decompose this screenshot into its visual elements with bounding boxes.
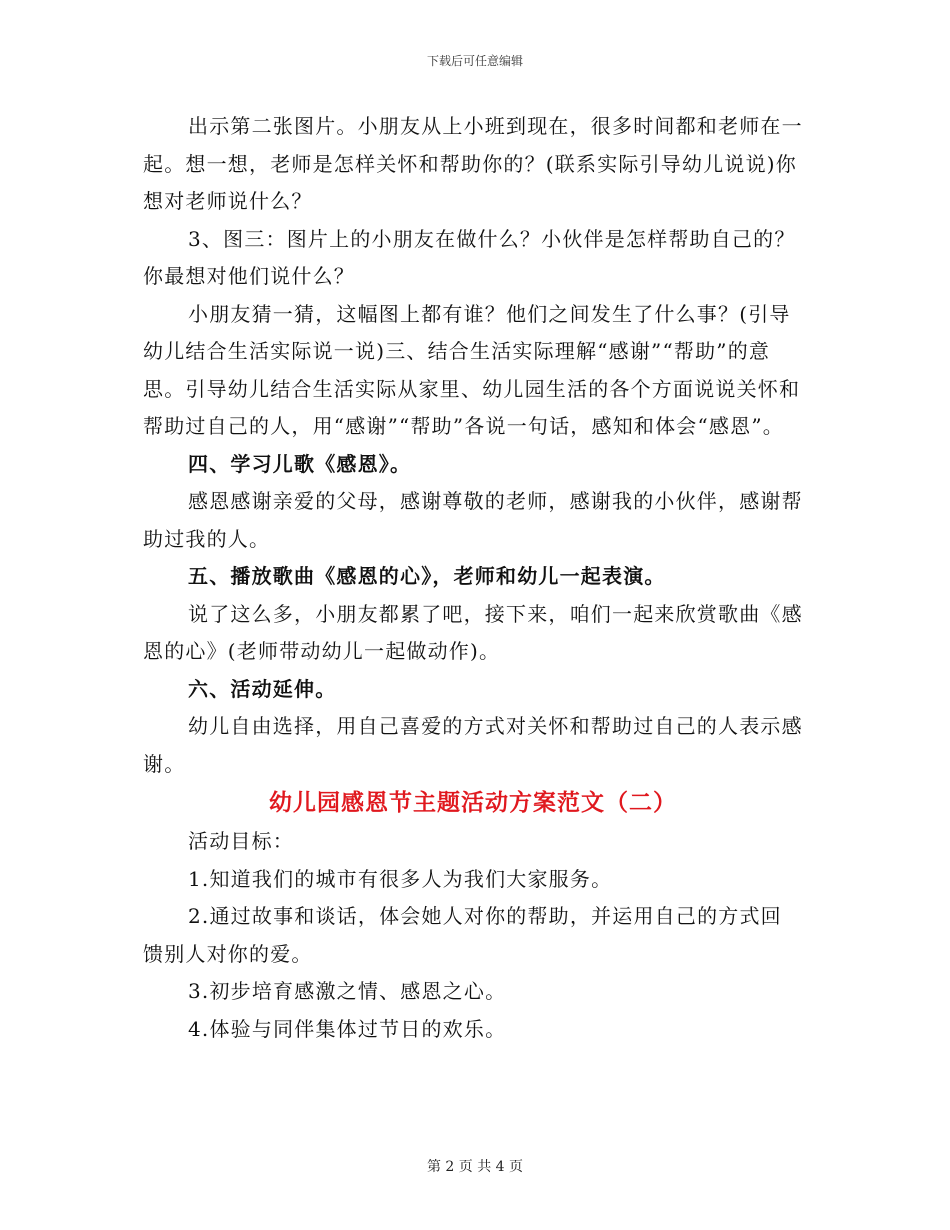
goals-heading: 活动目标： [188,829,294,853]
paragraph-enjoy-song: 说了这么多，小朋友都累了吧，接下来，咱们一起来欣赏歌曲《感恩的心》(老师带动幼儿一起做动作)。 [143,601,803,663]
paragraph-picture-three: 3、图三：图片上的小朋友在做什么？小伙伴是怎样帮助自己的？你最想对他们说什么？ [143,226,796,288]
page-header: 下载后可任意编辑 [426,54,523,68]
goal-item: 1.知道我们的城市有很多人为我们大家服务。 [188,866,613,891]
goal-item: 2.通过故事和谈话，体会她人对你的帮助，并运用自己的方式回馈别人对你的爱。 [143,904,782,966]
heading-learn-song: 四、学习儿歌《感恩》。 [188,451,412,476]
section-title: 幼儿园感恩节主题活动方案范文（二） [269,790,677,816]
heading-extension: 六、活动延伸。 [188,676,337,701]
paragraph-guess: 小朋友猜一猜，这幅图上都有谁？他们之间发生了什么事？(引导幼儿结合生活实际说一说)三、结合生活实际理解“感谢”“帮助”的意思。引导幼儿结合生活实际从家里、幼儿园生活的各个方面说说关怀和帮助过自己的人，用“感谢”“帮助”各说一句话，感知和体会“感恩”。 [143,301,801,438]
goal-item: 4.体验与同伴集体过节日的欢乐。 [188,1016,507,1041]
heading-play-song: 五、播放歌曲《感恩的心》，老师和幼儿一起表演。 [188,564,666,588]
goal-item: 3.初步培育感激之情、感恩之心。 [188,979,507,1003]
paragraph-picture-two: 出示第二张图片。小朋友从上小班到现在，很多时间都和老师在一起。想一想，老师是怎样关怀和帮助你的？(联系实际引导幼儿说说)你想对老师说什么？ [143,114,803,213]
page-number: 第 2 页 共 4 页 [426,1159,524,1175]
paragraph-song-lyrics: 感恩感谢亲爱的父母，感谢尊敬的老师，感谢我的小伙伴，感谢帮助过我的人。 [143,489,803,551]
document-body [143,108,803,1048]
paragraph-free-choice: 幼儿自由选择，用自己喜爱的方式对关怀和帮助过自己的人表示感谢。 [143,714,803,776]
